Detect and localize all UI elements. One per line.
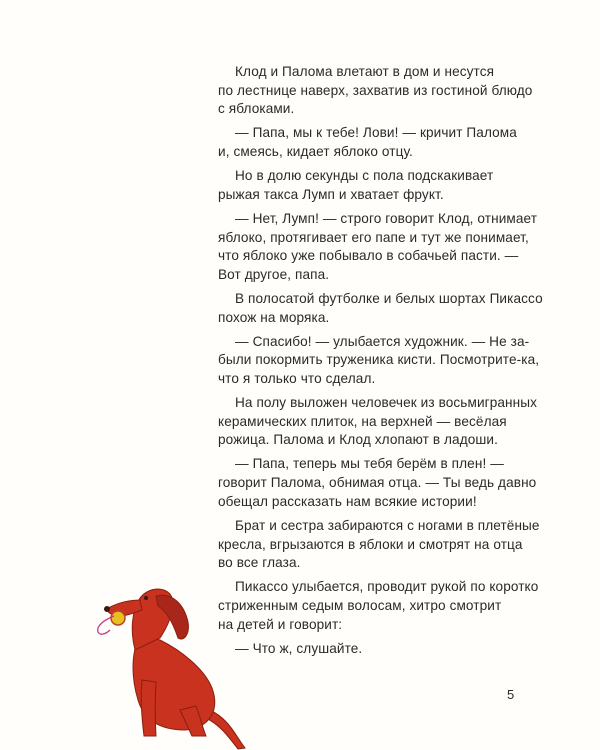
- text-line: Вот другое, папа.: [218, 266, 330, 282]
- text-line: с яблоками.: [218, 101, 295, 117]
- text-line: Брат и сестра забираются с ногами в плетёные: [235, 517, 540, 533]
- text-line: во все глаза.: [218, 555, 301, 571]
- text-line: рожица. Палома и Клод хлопают в ладоши.: [218, 432, 498, 448]
- paragraph: [218, 210, 540, 285]
- text-line: были покормить труженика кисти. Посмотрите-ка,: [218, 352, 540, 368]
- text-line: Но в долю секунды с пола подскакивает: [235, 168, 494, 184]
- paragraph: [218, 290, 543, 327]
- text-line: стриженным седым волосам, хитро смотрит: [218, 597, 502, 613]
- text-line: — Папа, теперь мы тебя берём в плен! —: [235, 456, 504, 472]
- text-line: и, смеясь, кидает яблоко отцу.: [218, 144, 413, 160]
- text-line: говорит Палома, обнимая отца. — Ты ведь давно: [218, 475, 537, 491]
- paragraph: [218, 394, 540, 450]
- text-line: что яблоко уже побывало в собачьей пасти. —: [218, 248, 519, 264]
- text-line: керамических плиток, на верхней — весёлая: [218, 413, 507, 429]
- text-line: рыжая такса Лумп и хватает фрукт.: [218, 186, 444, 202]
- text-line: яблоко, протягивает его папе и тут же понимает,: [218, 229, 529, 245]
- text-line: — Нет, Лумп! — строго говорит Клод, отнимает: [235, 210, 538, 226]
- paragraph: [218, 124, 540, 161]
- paragraph: [218, 167, 540, 204]
- text-line: — Что ж, слушайте.: [235, 640, 363, 656]
- text-line: В полосатой футболке и белых шортах Пикассо: [235, 290, 543, 306]
- text-line: кресла, вгрызаются в яблоки и смотрят на отца: [218, 536, 523, 552]
- text-line: по лестнице наверх, захватив из гостиной блюдо: [218, 82, 533, 98]
- paragraph: [218, 63, 540, 119]
- text-line: на детей и говорит:: [218, 616, 343, 632]
- text-line: — Папа, мы к тебе! Лови! — кричит Палома: [235, 125, 517, 141]
- text-line: обещал рассказать нам всякие истории!: [218, 493, 477, 509]
- text-line: Пикассо улыбается, проводит рукой по коротко: [235, 579, 539, 595]
- text-line: — Спасибо! — улыбается художник. — Не за-: [235, 333, 530, 349]
- text-line: На полу выложен человечек из восьмигранных: [235, 395, 537, 411]
- paragraph: [218, 455, 540, 511]
- dog-with-apple-icon: [60, 560, 270, 750]
- text-line: похож на моряка.: [218, 309, 330, 325]
- paragraph: [218, 333, 540, 389]
- page-number: 5: [507, 687, 515, 702]
- text-line: что я только что сделал.: [218, 371, 376, 387]
- text-line: Клод и Палома влетают в дом и несутся: [235, 64, 495, 79]
